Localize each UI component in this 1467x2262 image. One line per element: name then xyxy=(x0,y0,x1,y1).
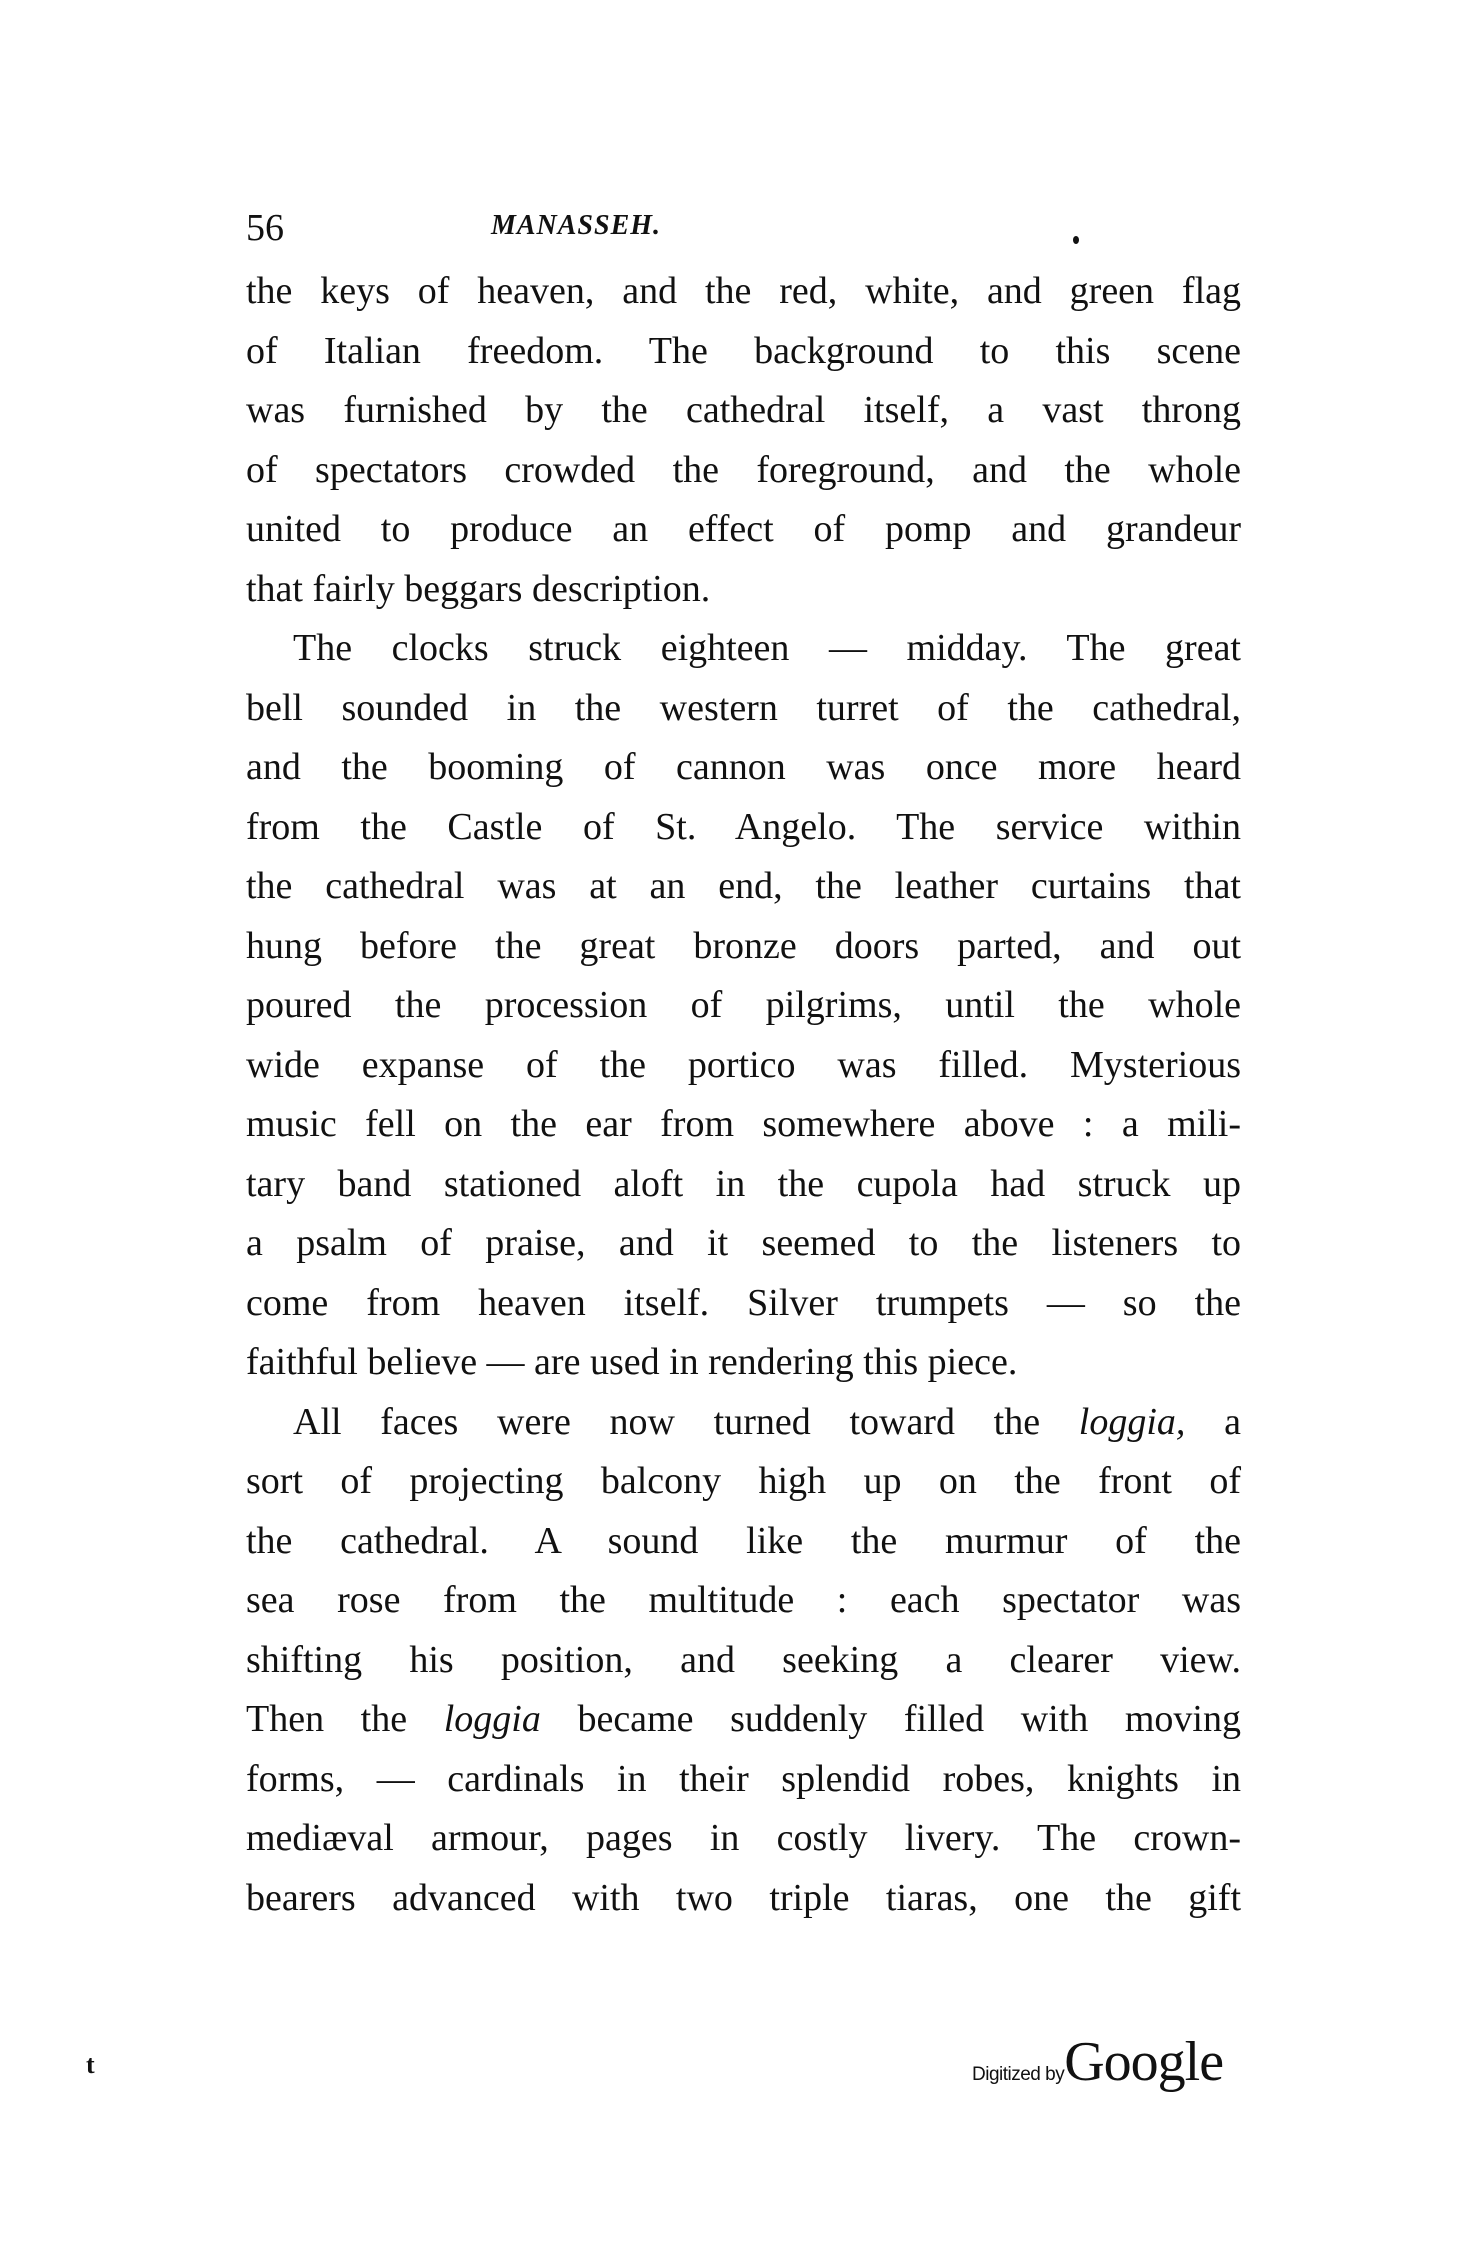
text-segment: the cathedral was at an end, the leather curtains that xyxy=(246,865,1241,907)
text-line xyxy=(246,1452,1241,1512)
text-segment: wide expanse of the portico was filled. Mysterious xyxy=(246,1043,1241,1086)
text-line xyxy=(246,1155,1241,1215)
text-line xyxy=(246,1809,1241,1869)
text-segment: that fairly beggars description. xyxy=(246,567,711,610)
text-line xyxy=(246,1393,1241,1453)
text-line xyxy=(246,1036,1241,1096)
text-segment: shifting his position, and seeking a clearer view. xyxy=(246,1638,1241,1681)
text-line xyxy=(246,798,1241,858)
text-segment: tary band stationed aloft in the cupola had struck up xyxy=(246,1162,1241,1205)
text-line xyxy=(246,381,1241,441)
text-segment: poured the procession of pilgrims, until the whole xyxy=(246,984,1241,1026)
text-line xyxy=(246,857,1241,917)
text-segment: a psalm of praise, and it seemed to the listeners to xyxy=(246,1222,1241,1264)
text-segment: Then the xyxy=(246,1698,444,1740)
text-segment: faithful believe — are used in rendering this piece. xyxy=(246,1341,1018,1383)
text-segment: from the Castle of St. Angelo. The service within xyxy=(246,805,1241,848)
text-line xyxy=(246,322,1241,382)
text-segment: the keys of heaven, and the red, white, and green flag xyxy=(246,270,1241,312)
text-line xyxy=(246,500,1241,560)
text-line xyxy=(246,1750,1241,1810)
text-segment: mediæval armour, pages in costly livery. The crown- xyxy=(246,1817,1241,1859)
text-segment: bell sounded in the western turret of the cathedral, xyxy=(246,686,1241,729)
google-watermark xyxy=(972,2030,1223,2094)
text-segment: was furnished by the cathedral itself, a vast throng xyxy=(246,389,1241,431)
text-line xyxy=(246,1095,1241,1155)
stray-mark: t xyxy=(86,2050,95,2079)
text-segment: forms, — cardinals in their splendid robes, knights in xyxy=(246,1757,1241,1800)
text-segment: and the booming of cannon was once more heard xyxy=(246,746,1241,788)
page-number: 56 xyxy=(246,207,284,249)
text-segment: come from heaven itself. Silver trumpets — so the xyxy=(246,1281,1241,1324)
text-line xyxy=(246,262,1241,322)
text-line xyxy=(246,1274,1241,1334)
running-title: MANASSEH. xyxy=(490,210,662,241)
text-segment: sort of projecting balcony high up on the front of xyxy=(246,1460,1241,1502)
text-segment: of Italian freedom. The background to this scene xyxy=(246,329,1241,372)
text-segment: music fell on the ear from somewhere above : a mili- xyxy=(246,1103,1241,1145)
text-line xyxy=(246,1631,1241,1691)
digitized-by-label: Digitized by xyxy=(972,2064,1065,2085)
text-line xyxy=(246,1333,1241,1393)
text-line xyxy=(246,1571,1241,1631)
text-line xyxy=(246,976,1241,1036)
text-segment: became suddenly filled with moving xyxy=(540,1698,1241,1740)
text-line xyxy=(246,560,1241,620)
text-segment: sea rose from the multitude : each spectator was xyxy=(246,1579,1241,1621)
text-segment: the cathedral. A sound like the murmur of the xyxy=(246,1519,1241,1562)
text-segment: The clocks struck eighteen — midday. The great xyxy=(293,627,1241,669)
text-segment: hung before the great bronze doors parted, and out xyxy=(246,924,1241,967)
text-line xyxy=(246,441,1241,501)
text-line xyxy=(246,738,1241,798)
text-line xyxy=(246,1512,1241,1572)
text-line xyxy=(246,917,1241,977)
speck-mark xyxy=(1073,236,1079,244)
text-segment: All faces were now turned toward the xyxy=(293,1400,1079,1443)
italic-word: loggia, xyxy=(1078,1400,1186,1443)
text-segment: united to produce an effect of pomp and grandeur xyxy=(246,508,1241,550)
page-header xyxy=(246,206,1241,254)
text-line xyxy=(246,1869,1241,1929)
text-line xyxy=(246,1690,1241,1750)
text-segment: a xyxy=(1185,1400,1241,1443)
text-segment: bearers advanced with two triple tiaras, one the gift xyxy=(246,1876,1241,1919)
body-text xyxy=(246,262,1241,1928)
text-line xyxy=(246,619,1241,679)
text-line xyxy=(246,679,1241,739)
text-segment: of spectators crowded the foreground, and the whole xyxy=(246,448,1241,491)
google-logo: Google xyxy=(1064,2031,1224,2093)
italic-word: loggia xyxy=(443,1698,541,1740)
text-line xyxy=(246,1214,1241,1274)
